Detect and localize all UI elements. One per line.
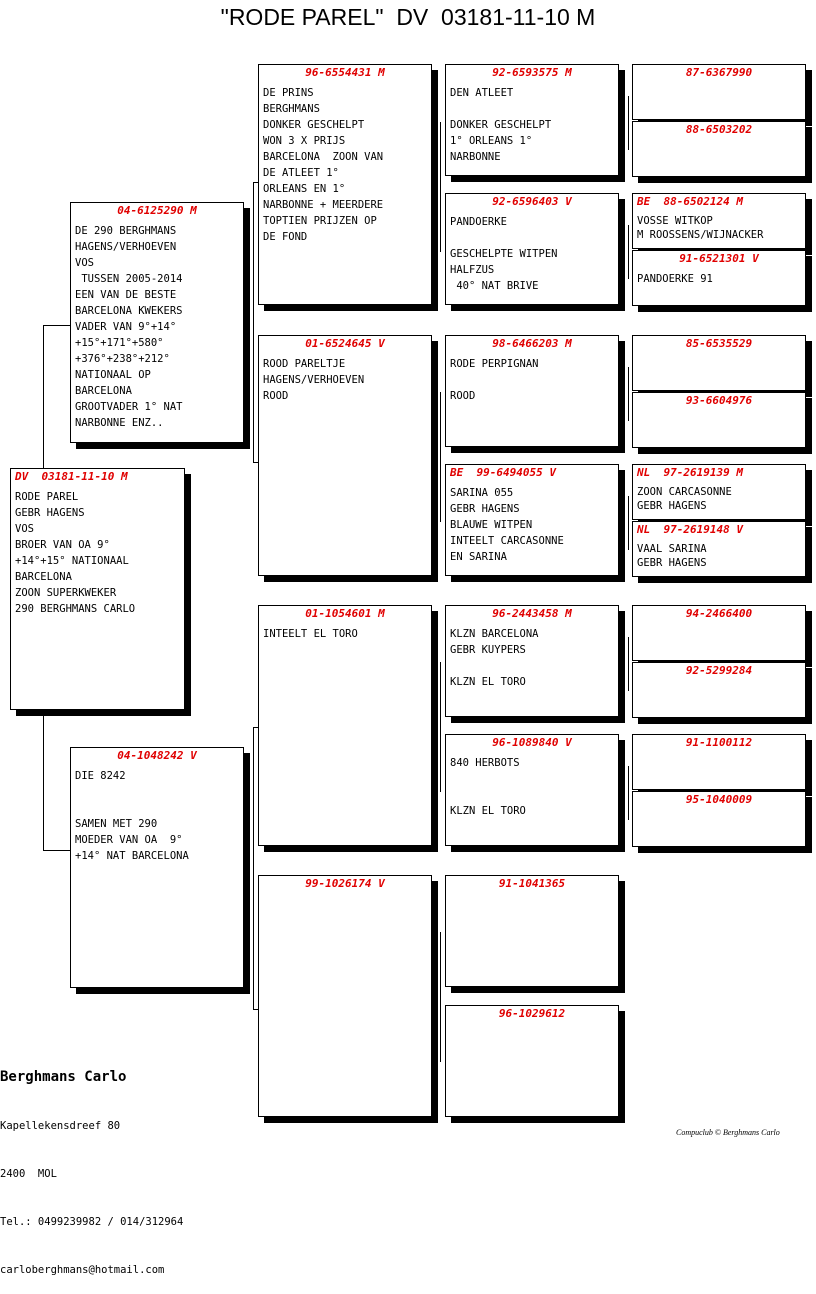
ring-number: NL 97-2619139 M	[637, 466, 743, 479]
ring-number: 96-6554431 M	[305, 66, 385, 79]
ring-number: 94-2466400	[685, 607, 753, 620]
gen5-card-9	[632, 605, 806, 661]
sire-dam-card	[258, 335, 432, 576]
ring-number: 88-6503202	[685, 123, 753, 136]
dam-card	[70, 747, 244, 988]
breeder-name: Berghmans Carlo	[0, 1069, 127, 1085]
breeder-address: Kapellekensdreef 80	[0, 1120, 121, 1132]
software-credit: Compuclub © Berghmans Carlo	[676, 1128, 780, 1137]
ring-number: 99-1026174 V	[305, 877, 385, 890]
pedigree-notes: ZOON CARCASONNE GEBR HAGENS	[637, 486, 732, 512]
gen4-card-4	[445, 464, 619, 576]
pedigree-notes: RODE PERPIGNAN ROOD	[450, 358, 539, 402]
gen4-card-5	[445, 605, 619, 717]
breeder-phone: Tel.: 0499239982 / 014/312964	[0, 1216, 184, 1228]
gen5-card-4	[632, 250, 806, 306]
ring-number: 01-6524645 V	[305, 337, 385, 350]
ring-number: 92-5299284	[685, 664, 753, 677]
gen4-card-1	[445, 64, 619, 176]
ring-number: 92-6596403 V	[492, 195, 572, 208]
gen5-card-6	[632, 392, 806, 448]
gen5-card-10	[632, 662, 806, 718]
pedigree-notes: DE 290 BERGHMANS HAGENS/VERHOEVEN VOS TUSSEN 2005-2014 EEN VAN DE BESTE BARCELONA KWEKERS VADER VAN 9°+14° +15°+171°+580° +376°+238°+212° NATIONAAL OP BARCELONA GROOTVADER 1° NAT NARBONNE ENZ..	[75, 225, 183, 429]
ring-number: 91-1041365	[498, 877, 566, 890]
ring-number: NL 97-2619148 V	[637, 523, 743, 536]
pedigree-notes: VOSSE WITKOP M ROOSSENS/WIJNACKER	[637, 215, 764, 241]
ring-number: 96-2443458 M	[492, 607, 572, 620]
gen5-card-2	[632, 121, 806, 177]
sire-card	[70, 202, 244, 443]
gen5-card-11	[632, 734, 806, 790]
ring-number: 93-6604976	[685, 394, 753, 407]
gen4-card-8	[445, 1005, 619, 1117]
pedigree-notes: SARINA 055 GEBR HAGENS BLAUWE WITPEN INTEELT CARCASONNE EN SARINA	[450, 487, 564, 563]
pedigree-notes: 840 HERBOTS KLZN EL TORO	[450, 757, 526, 817]
gen5-card-1	[632, 64, 806, 120]
gen5-card-7	[632, 464, 806, 520]
gen5-card-8	[632, 521, 806, 577]
ring-number: DV 03181-11-10 M	[15, 470, 128, 483]
pedigree-notes: PANDOERKE 91	[637, 273, 713, 285]
ring-number: 95-1040009	[685, 793, 753, 806]
ring-number: 87-6367990	[685, 66, 753, 79]
ring-number: 96-1029612	[498, 1007, 566, 1020]
pedigree-notes: RODE PAREL GEBR HAGENS VOS BROER VAN OA 9° +14°+15° NATIONAAL BARCELONA ZOON SUPERKWEKER 290 BERGHMANS CARLO	[15, 491, 136, 615]
gen5-card-5	[632, 335, 806, 391]
gen4-card-3	[445, 335, 619, 447]
pedigree-notes: DIE 8242 SAMEN MET 290 MOEDER VAN OA 9° +14° NAT BARCELONA	[75, 770, 189, 862]
breeder-email: carloberghmans@hotmail.com	[0, 1264, 165, 1276]
pedigree-notes: ROOD PARELTJE HAGENS/VERHOEVEN ROOD	[263, 358, 365, 402]
pedigree-notes: DEN ATLEET DONKER GESCHELPT 1° ORLEANS 1° NARBONNE	[450, 87, 552, 163]
pedigree-notes: DE PRINS BERGHMANS DONKER GESCHELPT WON 3 X PRIJS BARCELONA ZOON VAN DE ATLEET 1° ORLEANS EN 1° NARBONNE + MEERDERE TOPTIEN PRIJZEN OP DE FOND	[263, 87, 384, 243]
dam-sire-card	[258, 605, 432, 846]
ring-number: 04-6125290 M	[117, 204, 197, 217]
gen5-card-3	[632, 193, 806, 249]
gen5-card-12	[632, 791, 806, 847]
sire-sire-card	[258, 64, 432, 305]
pedigree-notes: VAAL SARINA GEBR HAGENS	[637, 543, 707, 569]
ring-number: 04-1048242 V	[117, 749, 197, 762]
ring-number: 96-1089840 V	[492, 736, 572, 749]
ring-number: BE 99-6494055 V	[450, 466, 556, 479]
dam-dam-card	[258, 875, 432, 1117]
gen4-card-6	[445, 734, 619, 846]
ring-number: 91-6521301 V	[679, 252, 759, 265]
gen4-card-2	[445, 193, 619, 305]
subject-card	[10, 468, 185, 710]
page-title: "RODE PAREL" DV 03181-11-10 M	[220, 4, 596, 30]
ring-number: 85-6535529	[685, 337, 753, 350]
breeder-city: 2400 MOL	[0, 1168, 57, 1180]
ring-number: 98-6466203 M	[492, 337, 572, 350]
pedigree-notes: KLZN BARCELONA GEBR KUYPERS KLZN EL TORO	[450, 628, 539, 688]
ring-number: 92-6593575 M	[492, 66, 572, 79]
gen4-card-7	[445, 875, 619, 987]
ring-number: BE 88-6502124 M	[637, 195, 743, 208]
pedigree-notes: PANDOERKE GESCHELPTE WITPEN HALFZUS 40° NAT BRIVE	[450, 216, 558, 292]
ring-number: 01-1054601 M	[305, 607, 385, 620]
pedigree-notes: INTEELT EL TORO	[263, 628, 358, 640]
breeder-info	[0, 1036, 183, 1294]
ring-number: 91-1100112	[685, 736, 753, 749]
